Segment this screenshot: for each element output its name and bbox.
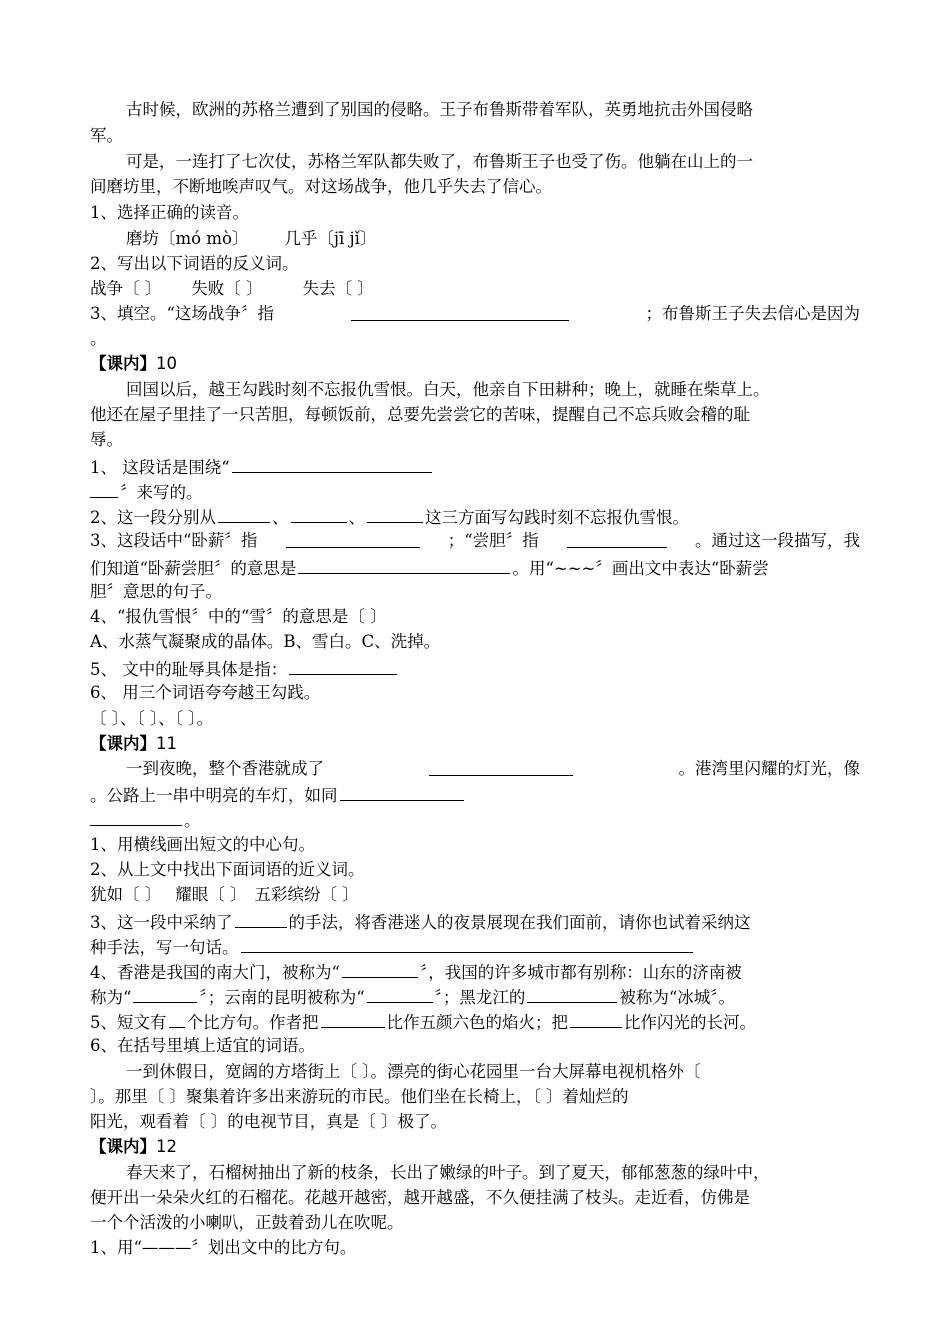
answer-blank[interactable] [90, 807, 182, 826]
question-text: 。 [90, 329, 107, 348]
question [90, 479, 860, 505]
question-text: 〞来写的。 [120, 483, 203, 502]
answer-blank[interactable] [169, 1009, 185, 1028]
question-text: 比作闪光的长河。 [624, 1013, 756, 1032]
question-text: 称为“ [90, 988, 132, 1007]
question [90, 504, 860, 530]
answer-blank[interactable] [286, 529, 420, 548]
answer-blank[interactable] [90, 479, 118, 498]
answer-blank[interactable] [351, 302, 569, 321]
passage-line [90, 807, 860, 833]
question: 2、写出以下词语的反义词。 [90, 254, 299, 273]
passage-line: 春天来了，石榴树抽出了新的枝条，长出了嫩绿的叶子。到了夏天，郁郁葱葱的绿叶中， [126, 1163, 770, 1182]
question: 2、从上文中找出下面词语的近义词。 [90, 860, 365, 879]
synonym-item: 五彩缤纷〔 〕 [254, 885, 359, 904]
passage-line: 便开出一朵朵火红的石榴花。花越开越密，越开越盛，不久便挂满了枝头。走近看，仿佛是 [90, 1188, 750, 1207]
heading-label: 【课内】 [90, 354, 156, 373]
question [90, 959, 860, 985]
answer-blank[interactable] [340, 782, 464, 801]
heading-label: 【课内】 [90, 734, 156, 753]
question: 1、用横线画出短文的中心句。 [90, 835, 315, 854]
fill-question [90, 302, 860, 326]
answer-options: A、水蒸气凝聚成的晶体。B、雪白。C、洗掉。 [90, 632, 441, 651]
question [90, 1009, 860, 1035]
question: 1、选择正确的读音。 [90, 203, 249, 222]
answer-blank[interactable] [567, 529, 667, 548]
question-text: 胆〞意思的句子。 [90, 582, 222, 601]
passage-line: 辱。 [90, 430, 123, 449]
question-text: 3、这段话中“卧薪〞指 [90, 531, 258, 550]
question [90, 555, 860, 581]
passage-line: 阳光，观看着〔 〕的电视节目，真是〔 〕极了。 [90, 1112, 447, 1131]
answer-blank[interactable] [232, 454, 432, 473]
question-text: 4、香港是我国的南大门，被称为“ [90, 963, 340, 982]
passage-text: 。公路上一串中明亮的车灯，如同 [90, 786, 338, 805]
question-text: 3、这一段中采纳了 [90, 913, 233, 932]
answer-blank[interactable] [133, 984, 197, 1003]
pinyin-choice: 磨坊〔mó mò〕 [126, 229, 249, 248]
question-text: 1、 这段话是围绕“ [90, 458, 230, 477]
question-text: 2、这一段分别从 [90, 508, 216, 527]
question-text: 。用“~~~〞画出文中表达“卧薪尝 [512, 559, 769, 578]
separator: 、 [272, 508, 289, 527]
antonym-item: 战争〔 〕 [90, 279, 162, 298]
answer-blank[interactable] [527, 984, 617, 1003]
question [90, 984, 860, 1010]
question-text: 被称为“冰城〞。 [619, 988, 736, 1007]
answer-blank[interactable] [367, 504, 423, 523]
question-text: 〞；黑龙江的 [434, 988, 526, 1007]
passage-text: 一到夜晚，整个香港就成了 [126, 759, 324, 778]
synonym-item: 耀眼〔 〕 [175, 885, 247, 904]
passage-line [90, 782, 860, 808]
answer-blank[interactable] [218, 504, 270, 523]
passage-text: 。港湾里闪耀的灯光，像 [678, 759, 860, 778]
section-heading [90, 352, 860, 376]
question [90, 656, 860, 682]
question-text: 们知道“卧薪尝胆〞的意思是 [90, 559, 297, 578]
answer-blank[interactable] [289, 656, 397, 675]
passage-line: 古时候，欧洲的苏格兰遭到了别国的侵略。王子布鲁斯带着军队，英勇地抗击外国侵略 [126, 100, 753, 119]
question: 6、在括号里填上适宜的词语。 [90, 1036, 315, 1055]
question-text: 比作五颜六色的焰火；把 [386, 1013, 568, 1032]
heading-number: 12 [156, 1137, 177, 1156]
section-heading [90, 1135, 860, 1159]
question-text: ；“尝胆〞指 [447, 531, 539, 550]
question [90, 454, 860, 480]
synonym-items [90, 883, 860, 907]
passage-line: 〕。那里〔 〕聚集着许多出来游玩的市民。他们坐在长椅上，〔 〕着灿烂的 [90, 1087, 629, 1106]
answer-blank[interactable] [235, 909, 287, 928]
heading-number: 11 [156, 734, 177, 753]
passage-line: 军。 [90, 126, 123, 145]
section-heading [90, 732, 860, 756]
question-text: 个比方句。作者把 [186, 1013, 319, 1032]
answer-blank[interactable] [298, 555, 510, 574]
antonym-item: 失败〔 〕 [191, 279, 263, 298]
question [90, 934, 860, 960]
passage-line: 一个个活泼的小喇叭，正鼓着劲儿在吹呢。 [90, 1213, 404, 1232]
pinyin-choice: 几乎〔jī jǐ〕 [284, 229, 377, 248]
answer-blank[interactable] [367, 984, 433, 1003]
pinyin-choices [126, 227, 896, 251]
question [90, 529, 860, 553]
passage-line: 回国以后，越王勾践时刻不忘报仇雪恨。白天，他亲自下田耕种；晚上，就睡在柴草上。 [126, 380, 770, 399]
passage-line: 可是，一连打了七次仗，苏格兰军队都失败了，布鲁斯王子也受了伤。他躺在山上的一 [126, 152, 753, 171]
antonym-item: 失去〔 〕 [302, 279, 374, 298]
separator: 、 [348, 508, 365, 527]
passage-line [126, 757, 860, 781]
answer-blank[interactable] [342, 959, 418, 978]
question: 4、“报仇雪恨〞中的“雪〞的意思是〔 〕 [90, 607, 387, 626]
answer-blank[interactable] [241, 934, 693, 953]
question-text: 这三方面写勾践时刻不忘报仇雪恨。 [425, 508, 689, 527]
question-text: 种手法，写一句话。 [90, 938, 239, 957]
passage-line: 一到休假日，宽阔的方塔街上〔 〕。漂亮的街心花园里一台大屏幕电视机格外〔 [126, 1062, 701, 1081]
passage-line: 他还在屋子里挂了一只苦胆，每顿饭前，总要先尝尝它的苦味，提醒自己不忘兵败会稽的耻 [90, 405, 750, 424]
question-text: 。通过这一段描写，我 [695, 531, 860, 550]
question [90, 909, 860, 935]
answer-blank[interactable] [429, 757, 573, 776]
question-text: 的手法，将香港迷人的夜景展现在我们面前，请你也试着采纳这 [288, 913, 751, 932]
heading-label: 【课内】 [90, 1137, 156, 1156]
question: 6、 用三个词语夸夸越王勾践。 [90, 683, 321, 702]
passage-line: 间磨坊里，不断地唉声叹气。对这场战争，他几乎失去了信心。 [90, 177, 552, 196]
answer-brackets: 〔 〕、〔 〕、〔 〕。 [90, 709, 213, 728]
answer-blank[interactable] [291, 504, 347, 523]
question-text: 3、填空。“这场战争〞指 [90, 304, 274, 323]
question-text: 5、 文中的耻辱具体是指： [90, 660, 288, 679]
question-text: 5、短文有 [90, 1013, 167, 1032]
synonym-item: 犹如〔 〕 [90, 885, 162, 904]
question-text: ；布鲁斯王子失去信心是因为 [645, 304, 860, 323]
question-text: 〞，我国的许多城市都有别称：山东的济南被 [419, 963, 742, 982]
heading-number: 10 [156, 354, 177, 373]
antonym-items [90, 277, 860, 301]
answer-blank[interactable] [570, 1009, 622, 1028]
question: 1、用“———〞划出文中的比方句。 [90, 1238, 357, 1257]
question-text: 〞；云南的昆明被称为“ [199, 988, 365, 1007]
answer-blank[interactable] [321, 1009, 385, 1028]
passage-text: 。 [184, 811, 201, 830]
